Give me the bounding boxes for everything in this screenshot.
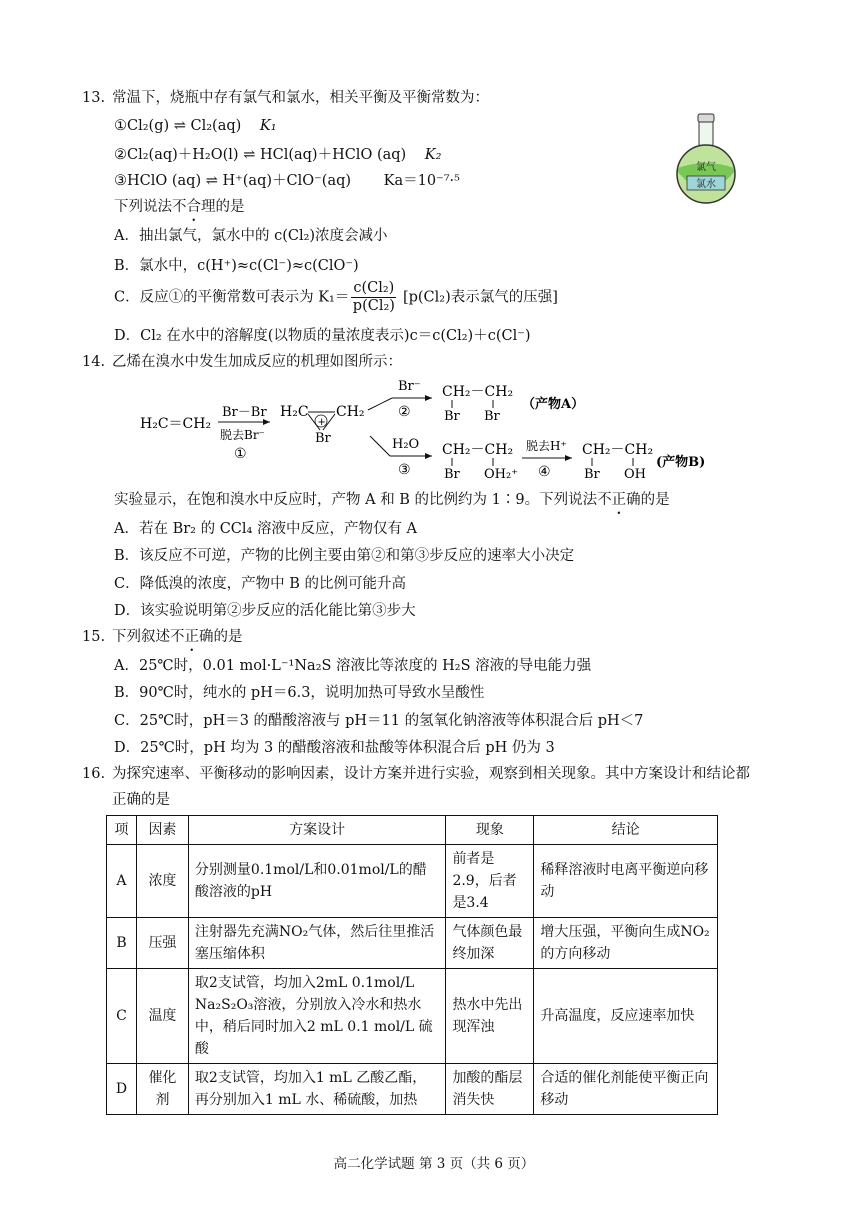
q15-option-d: D．25℃时，pH 均为 3 的醋酸溶液和盐酸等体积混合后 pH 仍为 3	[114, 740, 555, 756]
flask-label-bottom: 氯水	[696, 179, 716, 190]
q14-experiment	[114, 490, 670, 510]
q13-option-c	[114, 280, 558, 315]
k1-fraction	[351, 280, 396, 315]
row-conclusion: 稀释溶液时电离平衡逆向移动	[534, 845, 718, 918]
q13-option-c-post: [p(Cl₂)表示氯气的压强]	[402, 289, 558, 306]
row-conclusion: 合适的催化剂能使平衡正向移动	[534, 1064, 718, 1115]
q15-stem	[112, 627, 243, 647]
q14-experiment-emphasis: 不正确	[597, 492, 641, 508]
table-header-row	[107, 816, 718, 845]
intermediate-chain: CH₂－CH₂	[442, 442, 514, 458]
header-item: 项	[107, 816, 137, 845]
table-row	[107, 969, 718, 1064]
reagent-water: H₂O	[392, 437, 420, 452]
intermediate-br: Br	[444, 467, 460, 482]
q13-prompt-b: 的是	[215, 199, 245, 215]
q16-stem-line2: 正确的是	[112, 792, 170, 808]
q15-stem-b: 的是	[213, 629, 243, 645]
productA-br2: Br	[484, 409, 500, 424]
row-phenomenon: 加酸的酯层消失快	[446, 1064, 534, 1115]
q13-option-a: A．抽出氯气，氯水中的 c(Cl₂)浓度会减小	[114, 228, 388, 244]
q14-option-d: D．该实验说明第②步反应的活化能比第③步大	[114, 603, 416, 619]
q14-experiment-a: 实验显示，在饱和溴水中反应时，产物 A 和 B 的比例约为 1∶9。下列说法	[114, 492, 598, 508]
eq1-label: ①Cl₂(g) ⇌ Cl₂(aq)	[114, 118, 242, 134]
q14-stem: 乙烯在溴水中发生加成反应的机理如图所示：	[112, 354, 402, 370]
positive-charge-sign: +	[317, 417, 326, 428]
q13-number: 13.	[82, 90, 106, 106]
ethylene: H₂C＝CH₂	[140, 416, 212, 432]
row-phenomenon: 热水中先出现浑浊	[446, 969, 534, 1064]
chlorine-flask-illustration	[672, 110, 740, 210]
productB-oh: OH	[624, 467, 646, 482]
row-design: 注射器先充满NO₂气体，然后往里推活塞压缩体积	[188, 918, 446, 969]
row-design: 取2支试管，均加入2mL 0.1mol/L Na₂S₂O₃溶液，分别放入冷水和热水中，稍后同时加入2 mL 0.1 mol/L 硫酸	[188, 969, 446, 1064]
row-factor: 浓度	[136, 845, 188, 918]
reagent-remove-br: 脱去Br⁻	[220, 428, 265, 442]
row-factor: 压强	[136, 918, 188, 969]
intermediate-oh2: OH₂⁺	[484, 467, 519, 482]
header-factor: 因素	[136, 816, 188, 845]
q13-option-b: B．氯水中，c(H⁺)≈c(Cl⁻)≈c(ClO⁻)	[114, 258, 359, 274]
row-phenomenon: 前者是2.9，后者是3.4	[446, 845, 534, 918]
flask-label-top: 氯气	[696, 162, 716, 173]
row-conclusion: 升高温度，反应速率加快	[534, 969, 718, 1064]
q16-stem-line1: 为探究速率、平衡移动的影响因素，设计方案并进行实验，观察到相关现象。其中方案设计和结论都	[112, 766, 750, 782]
table-row	[107, 918, 718, 969]
row-item: B	[107, 918, 137, 969]
q15-number: 15.	[82, 629, 106, 645]
page-footer: 高二化学试题 第 3 页（共 6 页）	[333, 1156, 535, 1172]
q13-prompt-a: 下列说法	[114, 199, 172, 215]
q13-stem: 常温下，烧瓶中存有氯气和氯水，相关平衡及平衡常数为：	[112, 90, 489, 106]
q15-option-c: C．25℃时，pH＝3 的醋酸溶液与 pH＝11 的氢氧化钠溶液等体积混合后 pH＜7	[114, 713, 644, 729]
header-conclusion: 结论	[534, 816, 718, 845]
row-design: 分别测量0.1mol/L和0.01mol/L的醋酸溶液的pH	[188, 845, 446, 918]
q13-eq3	[114, 171, 460, 191]
row-factor: 温度	[136, 969, 188, 1064]
q15-stem-a: 下列叙述	[112, 629, 170, 645]
row-design: 取2支试管，均加入1 mL 乙酸乙酯，再分别加入1 mL 水、稀硫酸，加热	[188, 1064, 446, 1115]
productB-br: Br	[584, 467, 600, 482]
productB-label: (产物B)	[656, 455, 706, 470]
row-phenomenon: 气体颜色最终加深	[446, 918, 534, 969]
q13-eq1	[114, 116, 277, 136]
q14-experiment-b: 的是	[640, 492, 670, 508]
q13-prompt-emphasis: 不合理	[172, 199, 216, 215]
q15-option-b: B．90℃时，纯水的 pH＝6.3，说明加热可导致水呈酸性	[114, 685, 485, 701]
q14-number: 14.	[82, 354, 106, 370]
row-conclusion: 增大压强，平衡向生成NO₂的方向移动	[534, 918, 718, 969]
row-item: D	[107, 1064, 137, 1115]
productA-chain: CH₂－CH₂	[442, 384, 514, 400]
bromonium-br: Br	[315, 431, 331, 446]
q14-option-a: A．若在 Br₂ 的 CCl₄ 溶液中反应，产物仅有 A	[114, 521, 418, 537]
table-row	[107, 1064, 718, 1115]
productB-chain: CH₂－CH₂	[582, 442, 654, 458]
k1-denominator: p(Cl₂)	[352, 298, 395, 314]
q13-eq2	[114, 145, 441, 165]
eq3-label: ③HClO (aq) ⇌ H⁺(aq)＋ClO⁻(aq)	[114, 173, 352, 189]
experiment-table	[106, 815, 718, 1115]
row-item: C	[107, 969, 137, 1064]
bromonium-right: CH₂	[336, 404, 365, 420]
header-phenomenon: 现象	[446, 816, 534, 845]
row-item: A	[107, 845, 137, 918]
q15-option-a: A．25℃时，0.01 mol·L⁻¹Na₂S 溶液比等浓度的 H₂S 溶液的导电能力强	[114, 658, 592, 674]
q16-number: 16.	[82, 766, 106, 782]
row-factor: 催化剂	[136, 1064, 188, 1115]
eq2-label: ②Cl₂(aq)＋H₂O(l) ⇌ HCl(aq)＋HClO (aq)	[114, 147, 407, 163]
productA-label: （产物A）	[522, 397, 585, 412]
q14-option-b: B．该反应不可逆，产物的比例主要由第②和第③步反应的速率大小决定	[114, 548, 575, 564]
q13-prompt	[114, 197, 245, 217]
reagent-br2: Br－Br	[222, 405, 267, 420]
table-row	[107, 845, 718, 918]
step3-label: ③	[398, 462, 411, 478]
eq2-k: K₂	[424, 147, 442, 163]
reaction-mechanism-diagram	[130, 374, 730, 486]
q13-option-d: D．Cl₂ 在水中的溶解度(以物质的量浓度表示)c＝c(Cl₂)＋c(Cl⁻)	[114, 328, 531, 344]
step2-label: ②	[398, 404, 411, 420]
step1-label: ①	[234, 446, 247, 462]
k1-numerator: c(Cl₂)	[353, 280, 395, 296]
reagent-br-ion: Br⁻	[398, 379, 421, 394]
q15-stem-emphasis: 不正确	[170, 629, 214, 645]
reagent-remove-h: 脱去H⁺	[526, 439, 567, 453]
eq3-k: Ka＝10⁻⁷·⁵	[383, 173, 460, 189]
eq1-k: K₁	[259, 118, 277, 134]
step4-label: ④	[538, 464, 551, 480]
header-design: 方案设计	[188, 816, 446, 845]
q14-option-c: C．降低溴的浓度，产物中 B 的比例可能升高	[114, 576, 406, 592]
bromonium-left: H₂C	[280, 404, 309, 420]
productA-br1: Br	[444, 409, 460, 424]
q13-option-c-pre: C．反应①的平衡常数可表示为 K₁＝	[114, 289, 350, 306]
